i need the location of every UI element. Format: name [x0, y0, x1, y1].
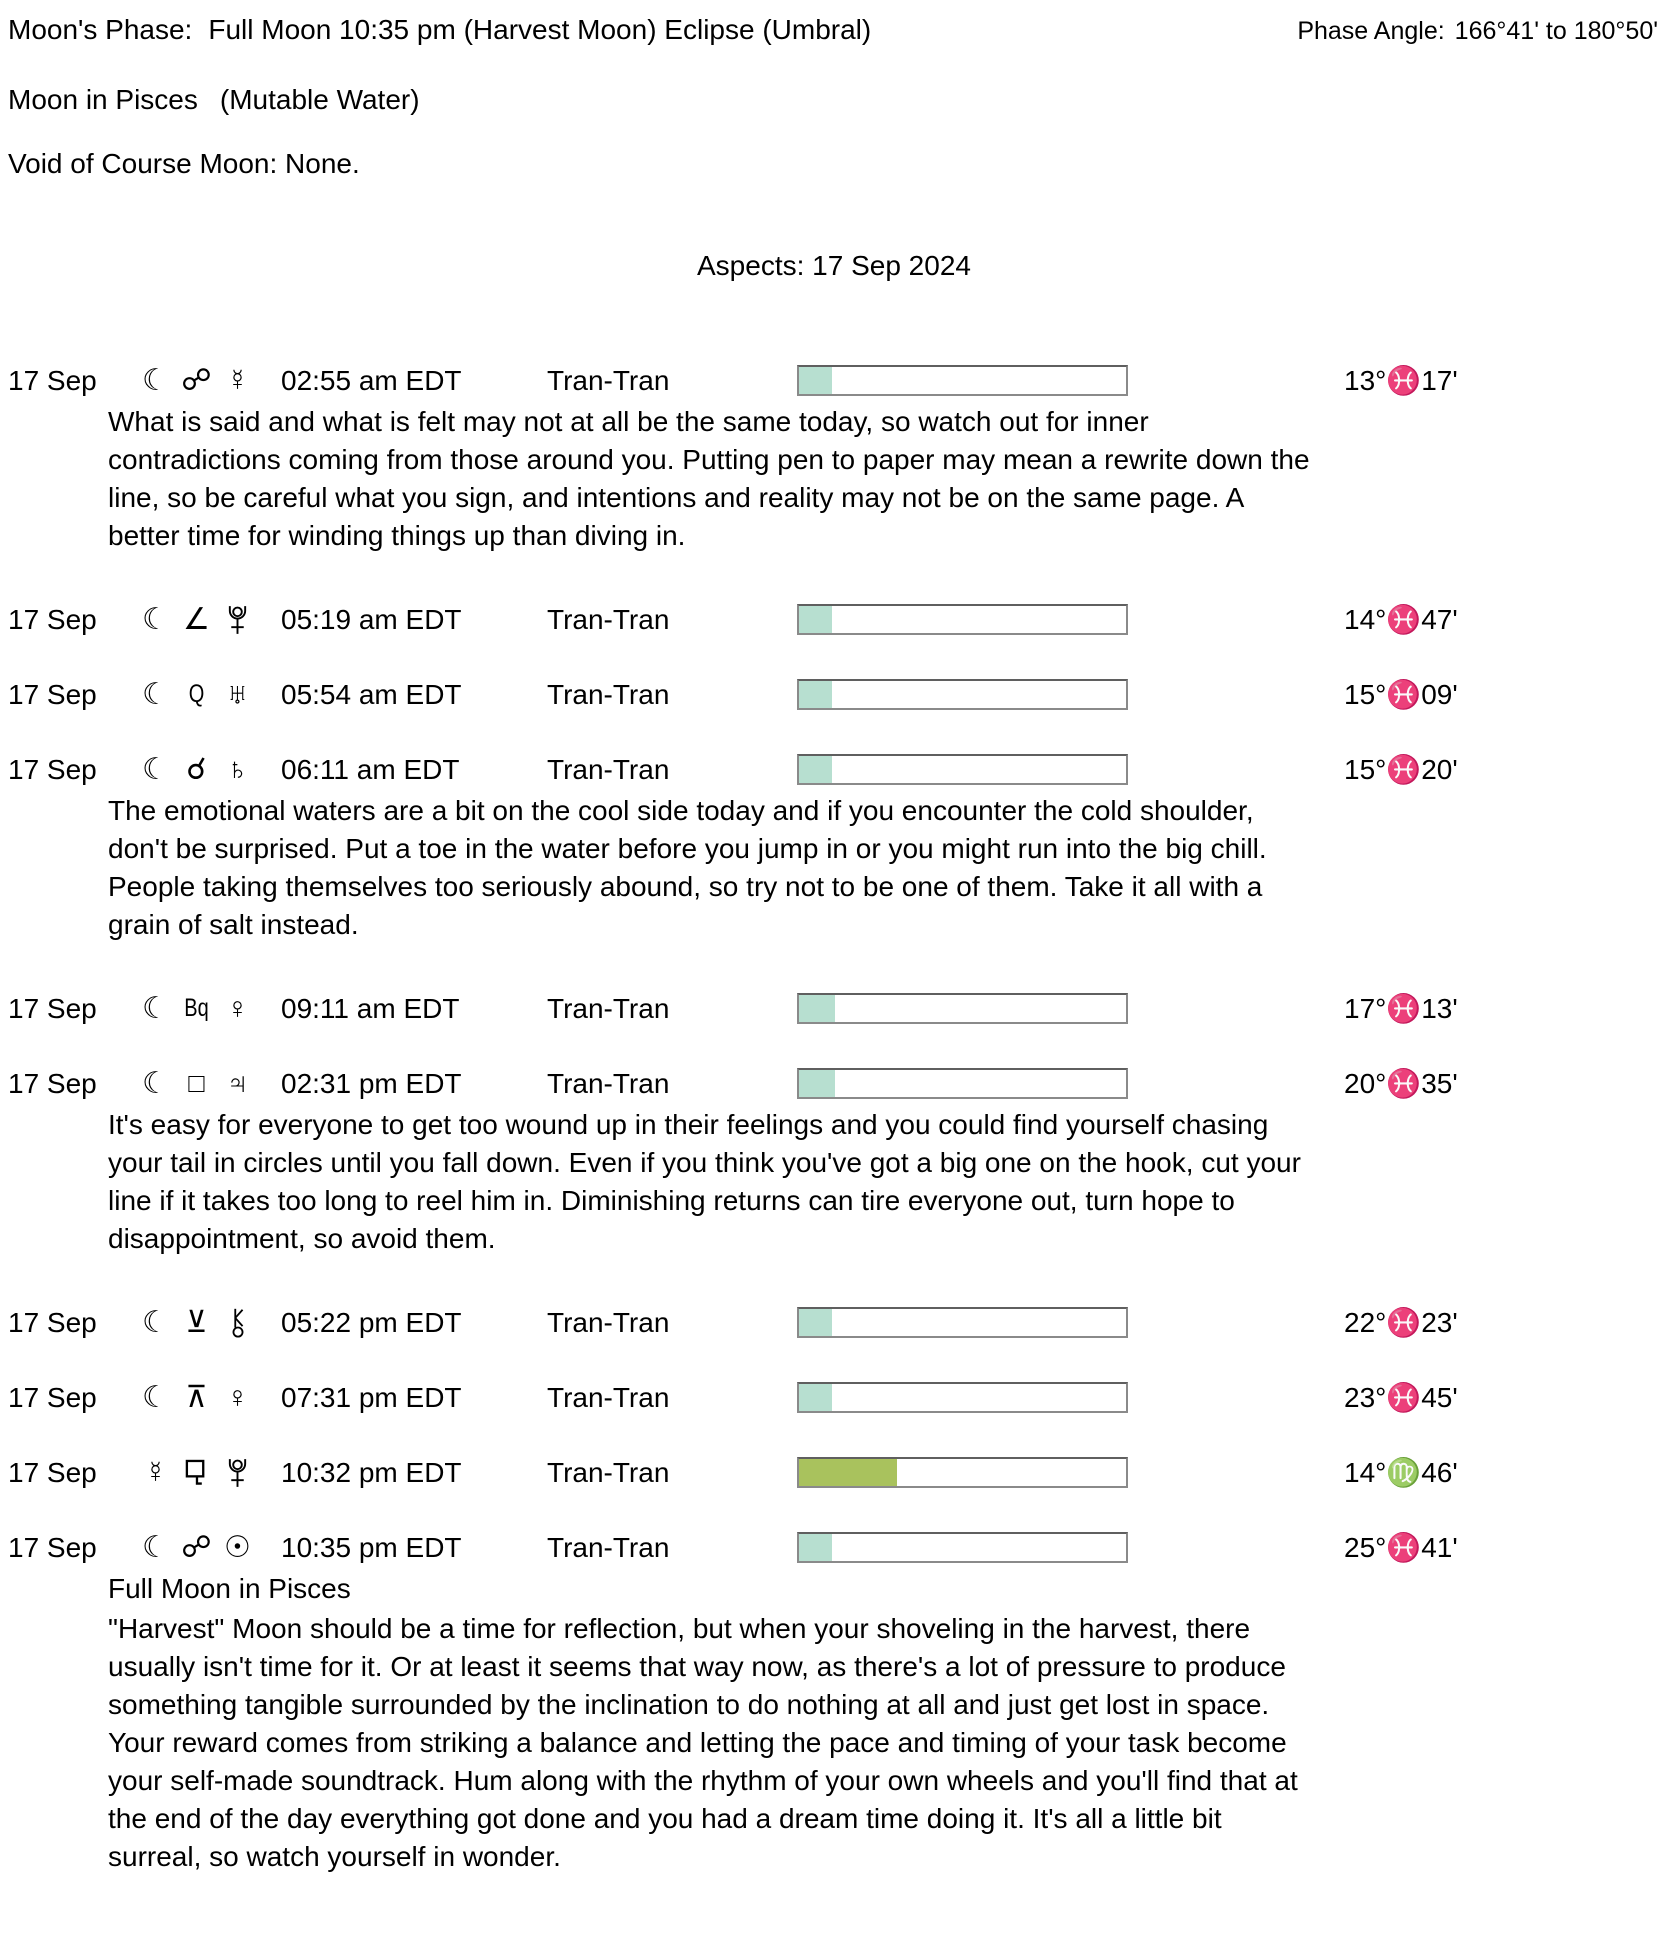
moon-in-sign: Moon in Pisces: [8, 84, 198, 115]
aspect-position: 25°♓41': [1344, 1532, 1458, 1563]
aspect-time: 05:22 pm EDT: [281, 1306, 462, 1338]
aspect-position: 20°♓35': [1344, 1068, 1458, 1099]
aspect-position: 14°♓47': [1344, 604, 1458, 635]
aspect-time: 05:19 am EDT: [281, 603, 462, 635]
aspect-type: Tran-Tran: [547, 992, 670, 1024]
aspect-position: 17°♓13': [1344, 993, 1458, 1024]
aspect-progress-fill: [799, 1534, 832, 1561]
aspect-type: Tran-Tran: [547, 1306, 670, 1338]
jupiter-icon: ♃: [226, 1066, 249, 1100]
aspect-note: The emotional waters are a bit on the cool side today and if you encounter the cold shoulder, don't be surprised. Put a toe in the water before you jump in or you might run into the big chill. People taking themselves too seriously abound, so try not to be one of them. Take it all with a grain of salt instead.: [108, 795, 1267, 940]
phase-angle-label: Phase Angle:: [1297, 17, 1445, 45]
aspect-glyphs: [135, 1527, 281, 1568]
conjunction-icon: ☌: [186, 752, 207, 786]
moon-icon: ☾: [142, 1530, 169, 1564]
aspect-block: [8, 1063, 1660, 1258]
aspect-row: [8, 749, 1660, 790]
moon-icon: ☾: [142, 677, 169, 711]
aspect-progress-bar: [797, 993, 1128, 1024]
aspect-note-heading: Full Moon in Pisces: [108, 1573, 351, 1604]
aspect-glyphs: [135, 749, 281, 790]
aspect-block: [8, 360, 1660, 555]
moon-icon: ☾: [142, 363, 169, 397]
aspect-type: Tran-Tran: [547, 678, 670, 710]
aspect-glyphs: [135, 1377, 281, 1418]
aspect-row: [8, 674, 1660, 715]
opposition-icon: ☍: [181, 1530, 212, 1564]
aspect-type: Tran-Tran: [547, 1381, 670, 1413]
moons-phase: [8, 14, 871, 46]
biquintile-icon: Bq: [184, 994, 209, 1022]
aspect-time: 09:11 am EDT: [281, 992, 460, 1024]
aspect-time: 10:35 pm EDT: [281, 1531, 462, 1563]
moon-in-sign-line: [8, 84, 1660, 116]
aspect-time: 06:11 am EDT: [281, 753, 460, 785]
moon-icon: ☾: [142, 1380, 169, 1414]
aspect-row: [8, 1063, 1660, 1104]
aspect-position: 15°♓09': [1344, 679, 1458, 710]
aspect-date: 17 Sep: [8, 1456, 97, 1488]
aspect-progress-bar: [797, 365, 1128, 396]
aspect-note: "Harvest" Moon should be a time for reflection, but when your shoveling in the harvest, there usually isn't time for it. Or at least it seems that way now, as there's a lot of pressure to produce something tangible surrounded by the inclination to do nothing at all and just get lost in space. Your reward comes from striking a balance and letting the pace and timing of your task become your self-made soundtrack. Hum along with the rhythm of your own wheels and you'll find that at the end of the day everything got done and you had a dream time doing it. It's all a little bit surreal, so watch yourself in wonder.: [108, 1613, 1298, 1872]
aspect-progress-bar: [797, 679, 1128, 710]
moon-icon: ☾: [142, 991, 169, 1025]
aspect-type: Tran-Tran: [547, 1531, 670, 1563]
aspect-block: [8, 1452, 1660, 1493]
aspect-progress-bar: [797, 1457, 1128, 1488]
aspect-date: 17 Sep: [8, 1531, 97, 1563]
aspect-type: Tran-Tran: [547, 753, 670, 785]
aspect-progress-bar: [797, 754, 1128, 785]
aspect-progress-fill: [799, 1384, 832, 1411]
aspect-progress-fill: [799, 681, 832, 708]
aspect-position: 23°♓45': [1344, 1382, 1458, 1413]
pluto-icon: [217, 599, 258, 640]
semisextile-icon: ⊻: [185, 1305, 208, 1339]
moon-icon: ☾: [142, 752, 169, 786]
aspect-glyphs: [135, 1063, 281, 1104]
quincunx-icon: ⊼: [185, 1380, 208, 1414]
mercury-icon: ☿: [144, 1455, 167, 1489]
chiron-icon: [217, 1302, 258, 1343]
aspect-progress-fill: [799, 1309, 832, 1336]
report-header: [8, 14, 1660, 180]
aspect-row: [8, 1527, 1660, 1568]
aspect-progress-fill: [799, 1070, 835, 1097]
aspect-glyphs: [135, 674, 281, 715]
aspect-block: [8, 674, 1660, 715]
aspect-progress-fill: [799, 1459, 897, 1486]
void-of-course-status: Void of Course Moon: None.: [8, 148, 360, 179]
aspect-glyphs: [135, 988, 281, 1029]
aspect-position: 14°♍46': [1344, 1457, 1458, 1488]
moons-phase-value: Full Moon 10:35 pm (Harvest Moon) Eclipse (Umbral): [208, 14, 872, 45]
aspect-note: It's easy for everyone to get too wound up in their feelings and you could find yourself chasing your tail in circles until you fall down. Even if you think you've got a big one on the hook, cut your line if it takes too long to reel him in. Diminishing returns can tire everyone out, turn hope to disappointment, so avoid them.: [108, 1109, 1301, 1254]
aspect-row: [8, 360, 1660, 401]
aspect-date: 17 Sep: [8, 364, 97, 396]
aspect-row: [8, 599, 1660, 640]
aspect-block: [8, 1302, 1660, 1343]
aspect-row: [8, 1302, 1660, 1343]
aspect-date: 17 Sep: [8, 1381, 97, 1413]
aspect-date: 17 Sep: [8, 1067, 97, 1099]
aspect-time: 05:54 am EDT: [281, 678, 462, 710]
phase-angle: [1297, 14, 1660, 46]
aspect-progress-fill: [799, 756, 832, 783]
moon-icon: ☾: [142, 1066, 169, 1100]
uranus-icon: ♅: [226, 677, 249, 711]
aspect-progress-bar: [797, 604, 1128, 635]
void-of-course-line: [8, 148, 1660, 180]
aspect-date: 17 Sep: [8, 992, 97, 1024]
aspect-type: Tran-Tran: [547, 1067, 670, 1099]
aspect-block: [8, 599, 1660, 640]
pluto-icon: [217, 1452, 258, 1493]
sun-icon: ☉: [224, 1530, 251, 1564]
aspect-progress-bar: [797, 1307, 1128, 1338]
aspect-date: 17 Sep: [8, 753, 97, 785]
aspect-progress-fill: [799, 995, 835, 1022]
aspect-date: 17 Sep: [8, 678, 97, 710]
sesquiquadrate-icon: [176, 1452, 217, 1493]
aspect-glyphs: [135, 599, 281, 640]
aspect-progress-fill: [799, 606, 832, 633]
aspect-position: 15°♓20': [1344, 754, 1458, 785]
aspect-position: 22°♓23': [1344, 1307, 1458, 1338]
aspect-type: Tran-Tran: [547, 1456, 670, 1488]
aspect-time: 10:32 pm EDT: [281, 1456, 462, 1488]
aspect-glyphs: [135, 1302, 281, 1343]
square-icon: □: [188, 1068, 205, 1098]
moons-phase-label: Moon's Phase:: [8, 14, 193, 45]
venus-icon: ♀: [226, 1380, 249, 1414]
aspects-title: Aspects: 17 Sep 2024: [697, 250, 971, 281]
aspect-block: [8, 1527, 1660, 1876]
aspect-block: [8, 988, 1660, 1029]
aspect-date: 17 Sep: [8, 603, 97, 635]
aspect-time: 07:31 pm EDT: [281, 1381, 462, 1413]
aspect-block: [8, 1377, 1660, 1418]
aspect-position: 13°♓17': [1344, 365, 1458, 396]
aspect-progress-bar: [797, 1068, 1128, 1099]
aspect-type: Tran-Tran: [547, 603, 670, 635]
aspect-row: [8, 1377, 1660, 1418]
moon-sign-quality: (Mutable Water): [219, 84, 420, 115]
quintile-icon: Q: [188, 680, 205, 708]
aspect-progress-bar: [797, 1532, 1128, 1563]
saturn-icon: ♄: [226, 752, 249, 786]
phase-angle-value: 166°41' to 180°50': [1454, 17, 1658, 45]
aspect-glyphs: [135, 360, 281, 401]
aspect-type: Tran-Tran: [547, 364, 670, 396]
aspect-note: What is said and what is felt may not at all be the same today, so watch out for inner contradictions coming from those around you. Putting pen to paper may mean a rewrite down the line, so be careful what you sign, and intentions and reality may not be on the same page. A better time for winding things up than diving in.: [108, 406, 1310, 551]
moon-icon: ☾: [142, 602, 169, 636]
aspect-glyphs: [135, 1452, 281, 1493]
moon-icon: ☾: [142, 1305, 169, 1339]
semisquare-icon: ∠: [183, 602, 210, 636]
aspects-list: [8, 360, 1660, 1876]
opposition-icon: ☍: [181, 363, 212, 397]
moons-phase-line: [8, 14, 1660, 46]
mercury-icon: ☿: [226, 363, 249, 397]
aspect-time: 02:31 pm EDT: [281, 1067, 462, 1099]
aspect-progress-bar: [797, 1382, 1128, 1413]
aspect-block: [8, 749, 1660, 944]
aspect-date: 17 Sep: [8, 1306, 97, 1338]
aspect-progress-fill: [799, 367, 832, 394]
aspect-row: [8, 988, 1660, 1029]
aspect-time: 02:55 am EDT: [281, 364, 462, 396]
aspect-row: [8, 1452, 1660, 1493]
venus-icon: ♀: [226, 991, 249, 1025]
